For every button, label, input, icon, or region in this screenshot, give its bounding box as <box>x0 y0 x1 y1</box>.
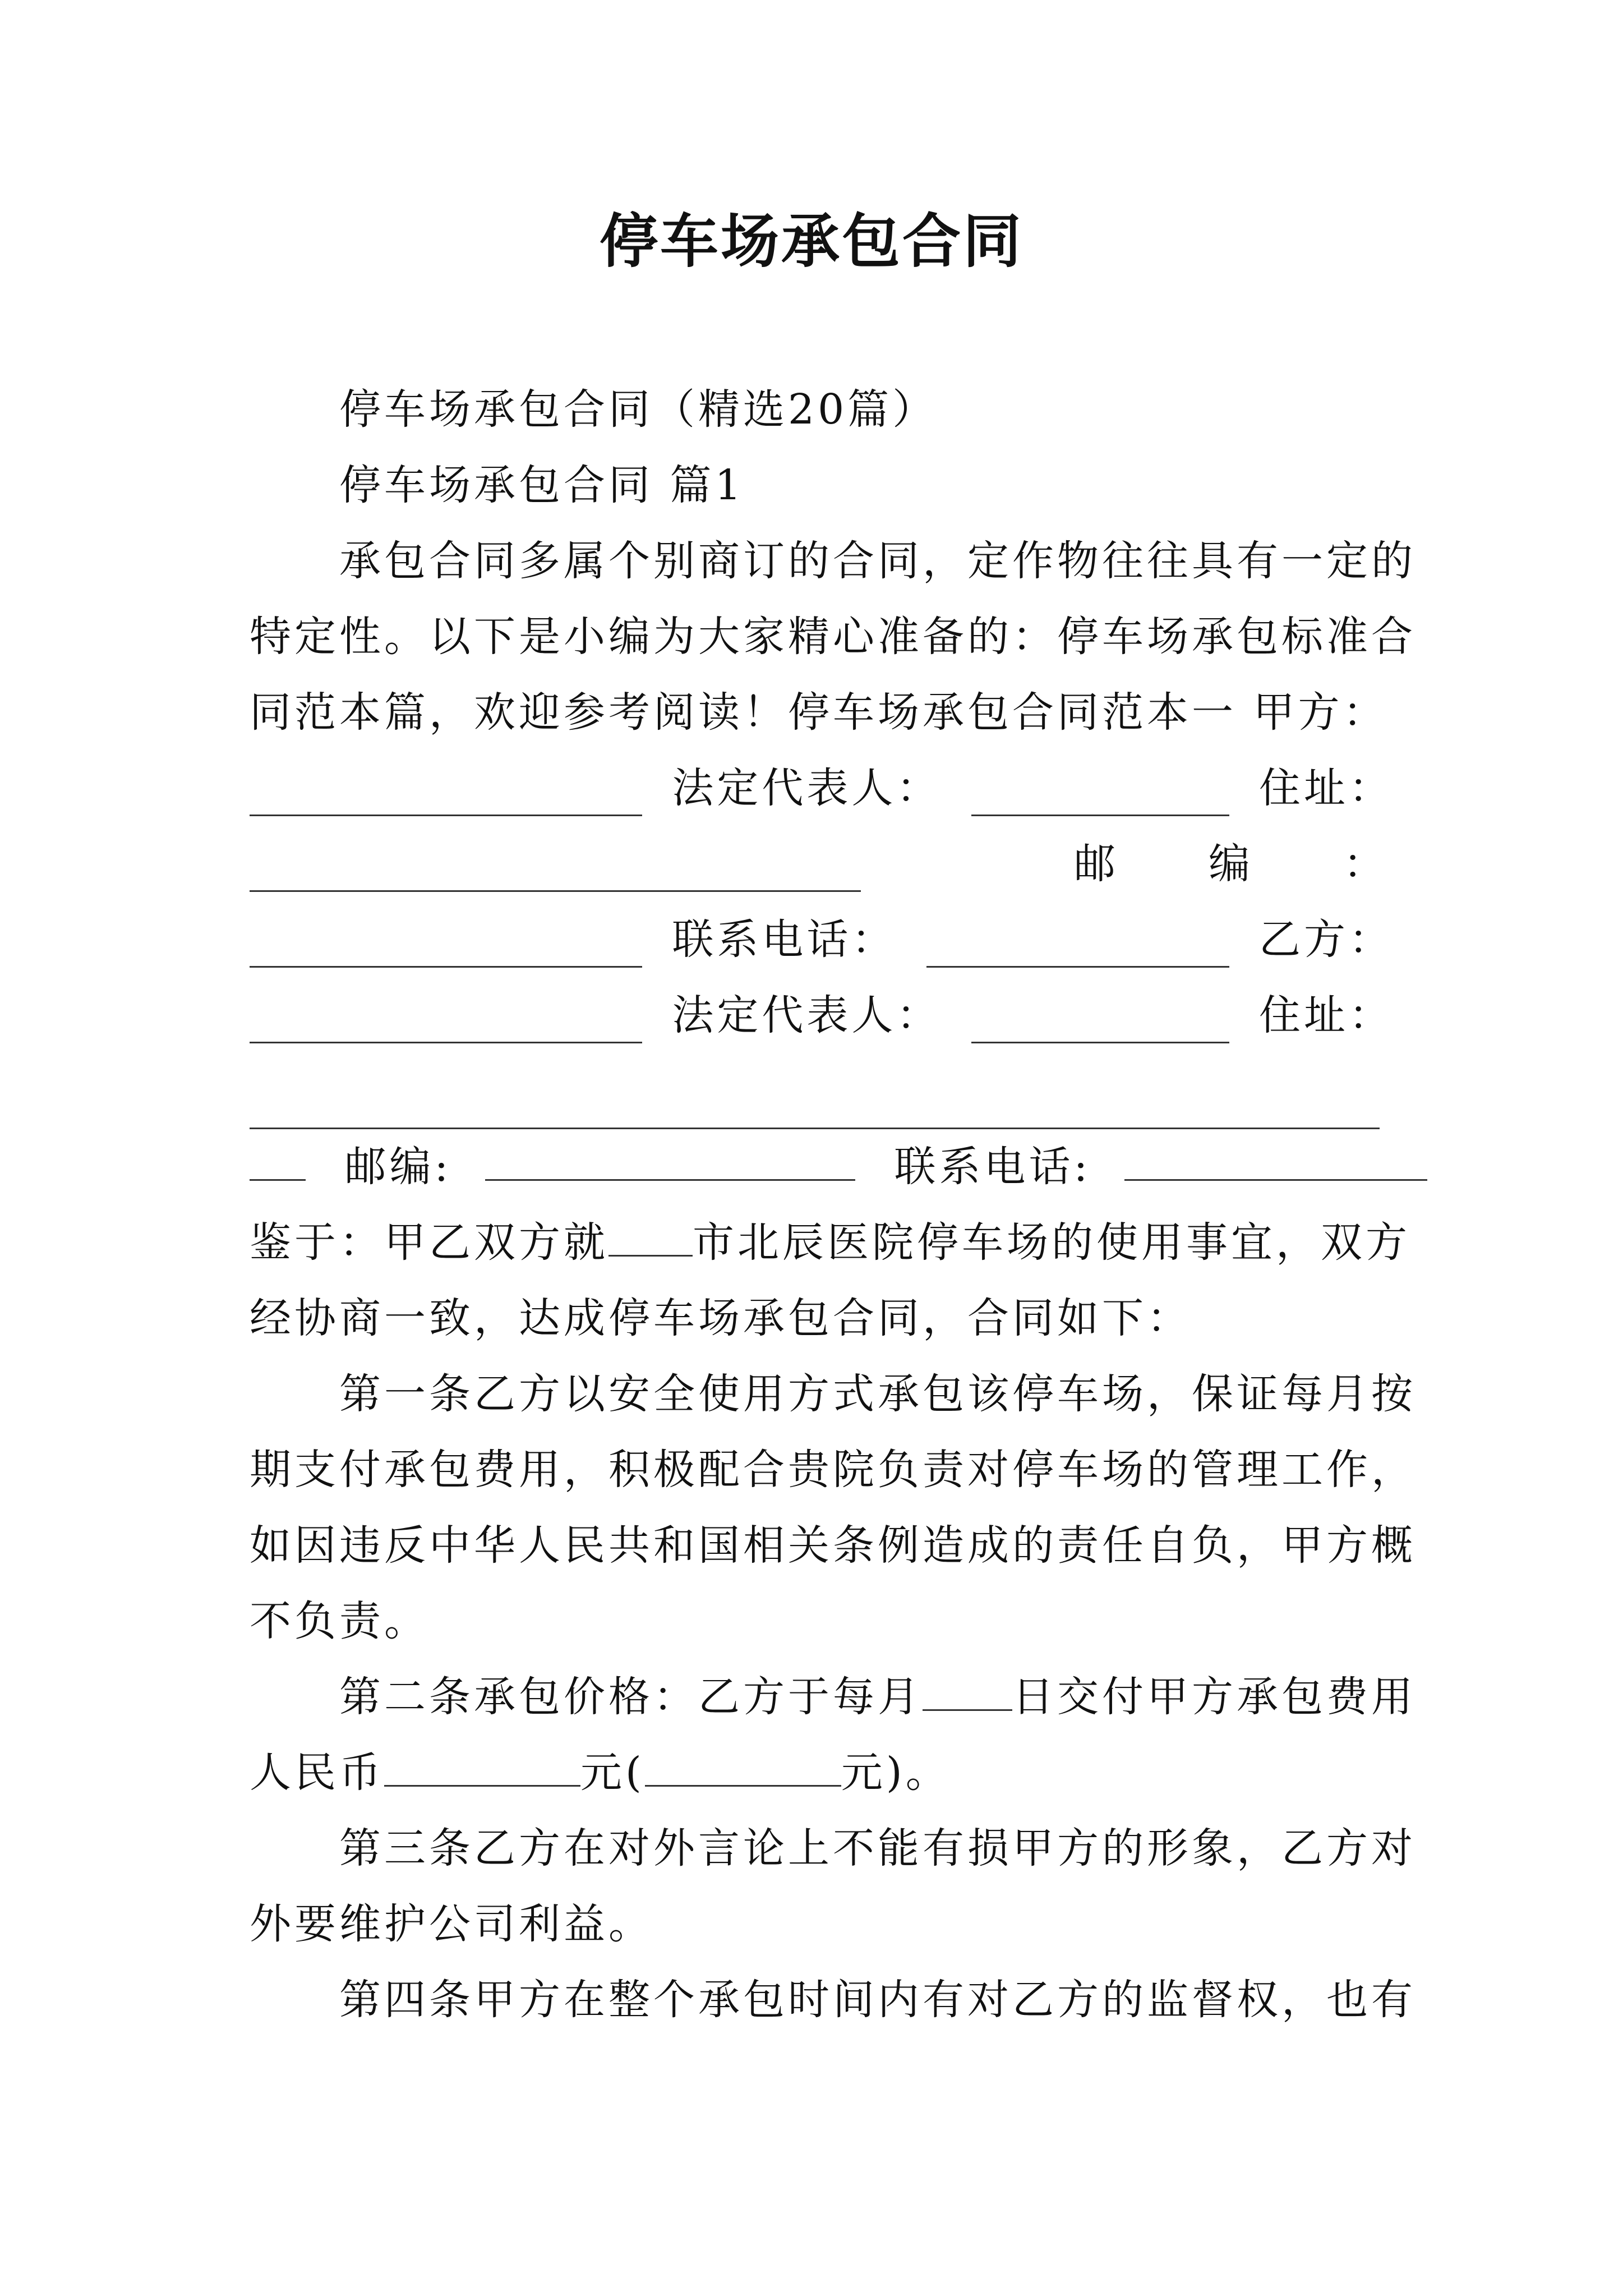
postcode-spaced-label: 邮 编 ： <box>1074 840 1388 888</box>
form-row-party-b-contact <box>250 1139 1394 1195</box>
whereas-text-a: 鉴于：甲乙双方就 <box>250 1218 608 1267</box>
article1-line-2: 期支付承包费用，积极配合贵院负责对停车场的管理工作， <box>250 1446 1416 1494</box>
article3-line-2: 外要维护公司利益。 <box>250 1900 653 1948</box>
article2-line-2 <box>250 1745 1394 1801</box>
intro-line-3: 同范本篇，欢迎参考阅读！停车场承包合同范本一 甲方： <box>250 688 1388 737</box>
part-heading: 停车场承包合同 篇1 <box>339 461 745 509</box>
blank-line <box>608 1216 693 1257</box>
legal-rep-label: 法定代表人： <box>672 764 942 812</box>
article1-line-3: 如因违反中华人民共和国相关条例造成的责任自负，甲方概 <box>250 1521 1416 1570</box>
blank-line <box>250 927 642 968</box>
blank-line <box>971 775 1229 816</box>
article2-text-a: 第二条承包价格：乙方于每月 <box>339 1673 923 1721</box>
blank-line <box>1124 1140 1427 1181</box>
address-label-b: 住址： <box>1258 991 1394 1039</box>
article3-line-1: 第三条乙方在对外言论上不能有损甲方的形象，乙方对 <box>339 1824 1416 1872</box>
intro-line-2: 特定性。以下是小编为大家精心准备的：停车场承包标准合 <box>250 613 1416 661</box>
whereas-line-1 <box>250 1214 1410 1271</box>
document-title: 停车场承包合同 <box>599 206 1023 275</box>
article1-line-4: 不负责。 <box>250 1597 429 1645</box>
blank-line <box>923 1670 1012 1711</box>
phone-label: 联系电话： <box>672 915 897 964</box>
blank-line <box>250 775 642 816</box>
subtitle: 停车场承包合同（精选20篇） <box>339 385 938 434</box>
article2-text-d: 元( <box>580 1749 645 1797</box>
form-row-party-a-rep <box>250 760 1394 816</box>
article2-text-c: 人民币 <box>250 1749 384 1797</box>
blank-line <box>645 1746 841 1787</box>
whereas-text-b: 市北辰医院停车场的使用事宜，双方 <box>693 1218 1410 1267</box>
blank-line <box>250 1002 642 1043</box>
article2-text-b: 日交付甲方承包费用 <box>1012 1673 1416 1721</box>
legal-rep-label-b: 法定代表人： <box>672 991 942 1039</box>
intro-line-1: 承包合同多属个别商订的合同，定作物往往具有一定的 <box>339 537 1416 585</box>
whereas-line-2: 经协商一致，达成停车场承包合同，合同如下： <box>250 1294 1192 1342</box>
party-b-label: 乙方： <box>1258 915 1394 964</box>
form-row-party-b-rep <box>250 987 1394 1043</box>
article4-line-1: 第四条甲方在整个承包时间内有对乙方的监督权，也有 <box>339 1976 1416 2024</box>
form-row-party-a-postcode <box>250 836 1394 892</box>
blank-line <box>971 1002 1229 1043</box>
address-blank-line <box>250 1128 1380 1129</box>
blank-line <box>250 851 861 892</box>
postcode-label: 邮编: <box>344 1143 452 1191</box>
blank-line <box>926 927 1229 968</box>
article1-line-1: 第一条乙方以安全使用方式承包该停车场，保证每月按 <box>339 1370 1416 1418</box>
blank-line <box>250 1140 306 1181</box>
blank-line <box>384 1746 580 1787</box>
phone-label-b: 联系电话: <box>894 1143 1091 1191</box>
form-row-party-a-phone <box>250 912 1394 968</box>
blank-line <box>485 1140 855 1181</box>
article2-text-e: 元)。 <box>841 1749 951 1797</box>
article2-line-1 <box>250 1669 1483 1725</box>
address-label: 住址： <box>1258 764 1394 812</box>
